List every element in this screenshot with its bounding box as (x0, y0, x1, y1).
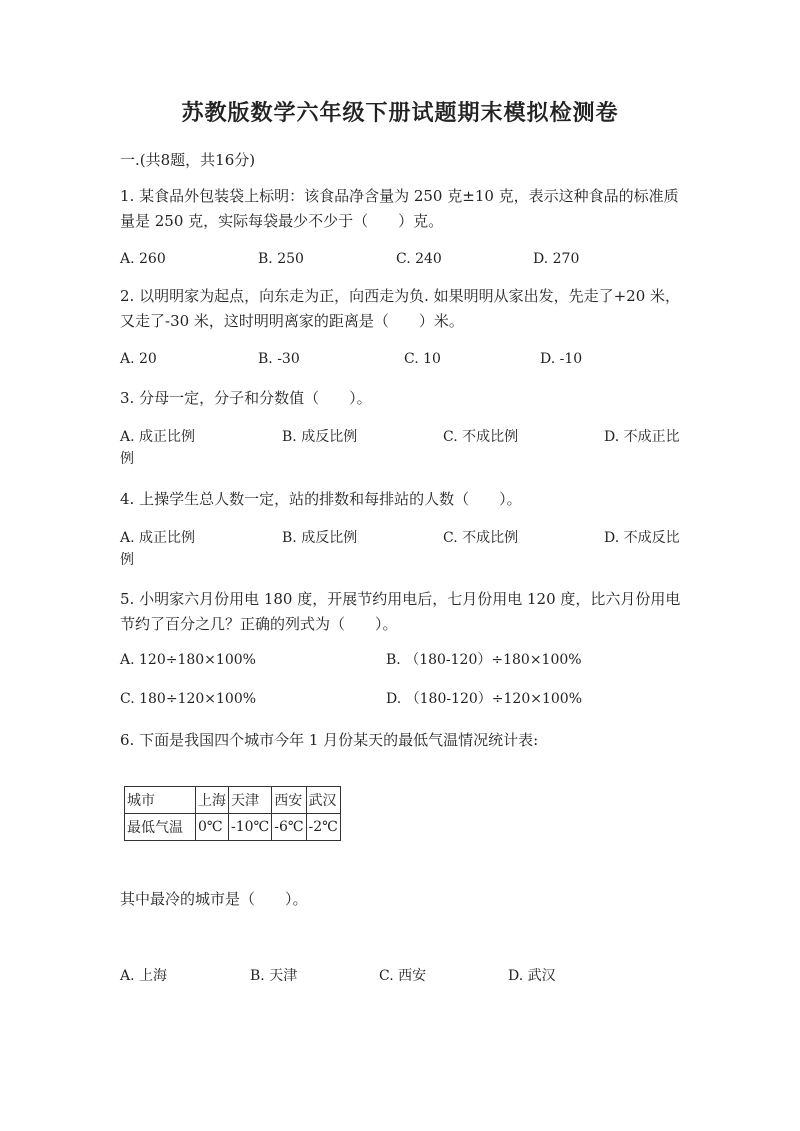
q4-option-a: A. 成正比例 (120, 530, 196, 546)
q1-option-a: A. 260 (120, 251, 166, 267)
table-cell-temp: -10℃ (229, 814, 272, 841)
table-header-min-temp: 最低气温 (125, 814, 196, 841)
q2-option-b: B. -30 (258, 351, 300, 367)
question-6-followup: 其中最冷的城市是（ ）。 (120, 890, 308, 908)
table-cell-city: 天津 (229, 787, 272, 814)
table-row (125, 787, 341, 814)
table-cell-city: 武汉 (306, 787, 340, 814)
q3-option-b: B. 成反比例 (282, 429, 358, 445)
table-header-city: 城市 (125, 787, 196, 814)
q2-option-d: D. -10 (540, 351, 583, 367)
temperature-table (124, 786, 341, 841)
question-3-text: 3. 分母一定，分子和分数值（ ）。 (120, 389, 372, 407)
q3-option-a: A. 成正比例 (120, 429, 196, 445)
table-cell-temp: 0℃ (196, 814, 229, 841)
q2-option-a: A. 20 (120, 351, 157, 367)
q5-option-d: D. （180-120）÷120×100% (386, 691, 583, 707)
question-6-text: 6. 下面是我国四个城市今年 1 月份某天的最低气温情况统计表: (120, 731, 539, 749)
question-2-text: 2. 以明明家为起点，向东走为正，向西走为负. 如果明明从家出发，先走了+20 米，又走了-30 米，这时明明离家的距离是（ ）米。 (120, 287, 681, 330)
table-cell-temp: -6℃ (272, 814, 306, 841)
question-1-text: 1. 某食品外包装袋上标明：该食品净含量为 250 克±10 克，表示这种食品的标准质量是 250 克，实际每袋最少不少于（ ）克。 (120, 187, 679, 230)
q3-option-d: D. 不成正比例 (120, 429, 680, 467)
q5-option-b: B. （180-120）÷180×100% (386, 652, 582, 668)
section-heading: 一.(共8题，共16分) (120, 151, 256, 169)
q5-option-a: A. 120÷180×100% (120, 652, 256, 668)
table-cell-city: 上海 (196, 787, 229, 814)
q1-option-b: B. 250 (258, 251, 304, 267)
q2-option-c: C. 10 (404, 351, 441, 367)
q6-option-d: D. 武汉 (508, 968, 556, 984)
q1-option-d: D. 270 (533, 251, 580, 267)
table-row (125, 814, 341, 841)
q6-option-c: C. 西安 (379, 968, 427, 984)
page-title: 苏教版数学六年级下册试题期末模拟检测卷 (181, 100, 619, 126)
q6-option-a: A. 上海 (120, 968, 168, 984)
q4-option-c: C. 不成比例 (443, 530, 519, 546)
question-4-text: 4. 上操学生总人数一定，站的排数和每排站的人数（ ）。 (120, 490, 522, 508)
q5-option-c: C. 180÷120×100% (120, 691, 257, 707)
question-5-text: 5. 小明家六月份用电 180 度，开展节约用电后，七月份用电 120 度，比六月份用电节约了百分之几？正确的列式为（ ）。 (120, 590, 681, 633)
table-cell-city: 西安 (272, 787, 306, 814)
q6-option-b: B. 天津 (250, 968, 298, 984)
q1-option-c: C. 240 (396, 251, 442, 267)
q3-option-c: C. 不成比例 (443, 429, 519, 445)
table-cell-temp: -2℃ (306, 814, 340, 841)
q4-option-b: B. 成反比例 (282, 530, 358, 546)
q4-option-d: D. 不成反比例 (120, 530, 680, 568)
